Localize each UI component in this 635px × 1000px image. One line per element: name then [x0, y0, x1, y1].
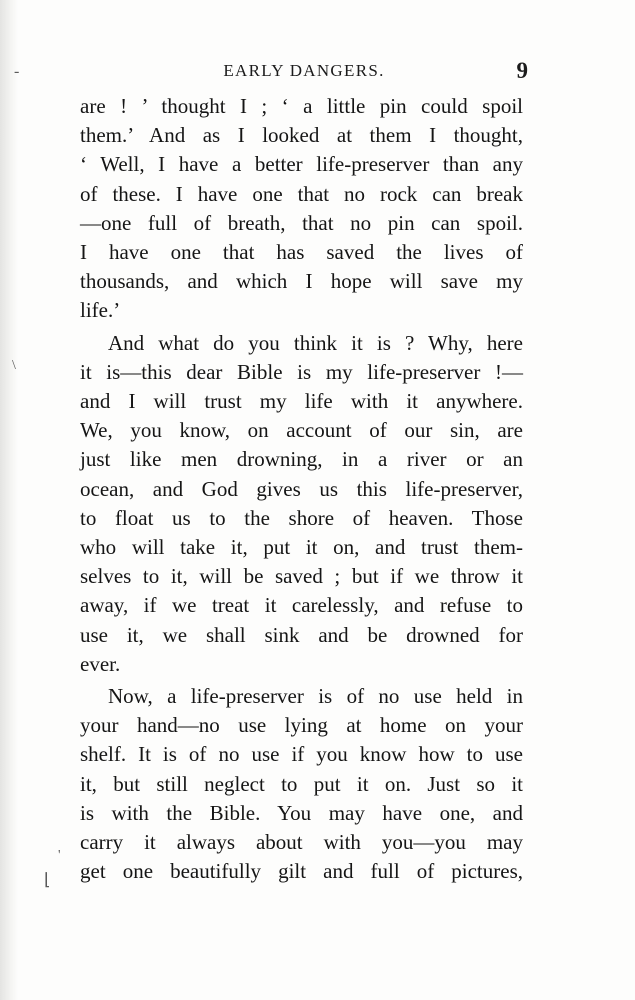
text-line: I have one that has saved the lives of	[80, 240, 523, 265]
text-line: selves to it, will be saved ; but if we throw it	[80, 564, 523, 589]
text-line: away, if we treat it carelessly, and refuse to	[80, 593, 523, 618]
running-head: EARLY DANGERS.	[223, 61, 385, 80]
speck-mark: ⌊	[44, 870, 51, 889]
page-edge-shadow	[0, 0, 18, 1000]
text-line: life.’	[80, 298, 121, 323]
paragraph-1	[80, 92, 523, 326]
speck-mark: -	[14, 63, 20, 80]
text-line: who will take it, put it on, and trust them-	[80, 535, 523, 560]
text-line: and I will trust my life with it anywhere.	[80, 389, 523, 414]
text-line: Now, a life-preserver is of no use held in	[108, 684, 523, 709]
text-line: ever.	[80, 651, 121, 676]
speck-mark: '	[58, 848, 61, 863]
page-header	[80, 58, 528, 84]
text-line: shelf. It is of no use if you know how to use	[80, 742, 523, 767]
text-line: just like men drowning, in a river or an	[80, 447, 523, 472]
text-line: get one beautifully gilt and full of pictures,	[80, 859, 523, 884]
speck-mark: \	[12, 358, 16, 373]
text-line: to float us to the shore of heaven. Those	[80, 505, 523, 530]
text-line: ‘ Well, I have a better life-preserver than any	[80, 152, 523, 177]
text-line: thousands, and which I hope will save my	[80, 269, 523, 294]
page-number: 9	[516, 58, 528, 83]
text-line: your hand—no use lying at home on your	[80, 713, 523, 738]
page-body	[80, 92, 523, 886]
text-line: is with the Bible. You may have one, and	[80, 800, 523, 825]
text-line: them.’ And as I looked at them I thought,	[80, 123, 523, 148]
text-line: We, you know, on account of our sin, are	[80, 418, 523, 443]
text-line: ocean, and God gives us this life-preserver,	[80, 476, 523, 501]
paragraph-2	[80, 329, 523, 679]
text-line: —one full of breath, that no pin can spoil.	[80, 210, 523, 235]
text-line: use it, we shall sink and be drowned for	[80, 622, 523, 647]
text-line: are ! ’ thought I ; ‘ a little pin could spoil	[80, 94, 523, 118]
paragraph-3	[80, 682, 523, 886]
text-line: it is—this dear Bible is my life-preserver !—	[80, 359, 523, 384]
text-line: of these. I have one that no rock can break	[80, 181, 523, 206]
text-line: carry it always about with you—you may	[80, 830, 523, 855]
text-line: it, but still neglect to put it on. Just so it	[80, 771, 523, 796]
text-line: And what do you think it is ? Why, here	[108, 330, 523, 355]
